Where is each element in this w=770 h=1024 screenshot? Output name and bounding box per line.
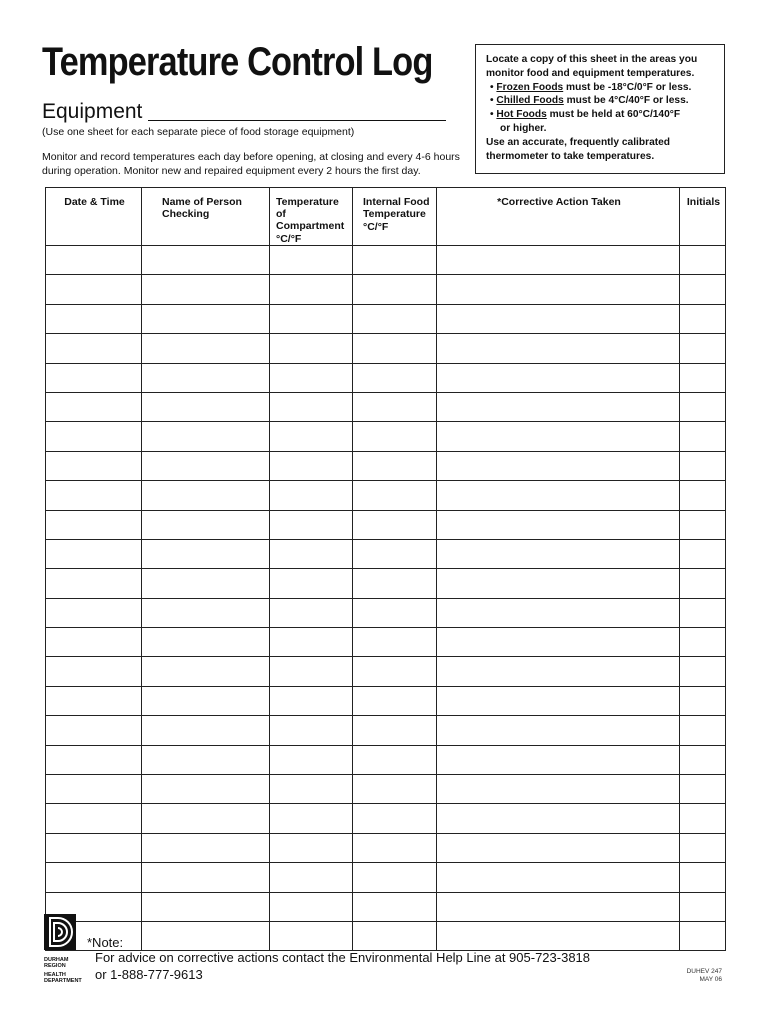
log-cell[interactable] (46, 451, 142, 480)
log-cell[interactable] (142, 804, 270, 833)
chilled-label: Chilled Foods (496, 95, 564, 107)
log-cell[interactable] (270, 657, 353, 686)
table-row (46, 892, 726, 921)
log-cell[interactable] (353, 804, 437, 833)
log-cell[interactable] (270, 892, 353, 921)
log-cell[interactable] (680, 392, 726, 421)
log-cell[interactable] (142, 863, 270, 892)
log-cell[interactable] (680, 745, 726, 774)
table-row (46, 716, 726, 745)
log-cell[interactable] (680, 539, 726, 568)
log-cell[interactable] (46, 275, 142, 304)
log-cell[interactable] (270, 921, 353, 950)
log-cell[interactable] (437, 363, 680, 392)
log-cell[interactable] (46, 363, 142, 392)
log-cell[interactable] (353, 481, 437, 510)
log-cell[interactable] (680, 510, 726, 539)
log-cell[interactable] (270, 422, 353, 451)
log-cell[interactable] (680, 363, 726, 392)
log-cell[interactable] (142, 716, 270, 745)
log-cell[interactable] (353, 363, 437, 392)
table-row (46, 246, 726, 275)
log-cell[interactable] (142, 539, 270, 568)
log-cell[interactable] (437, 716, 680, 745)
log-cell[interactable] (680, 804, 726, 833)
log-cell[interactable] (270, 481, 353, 510)
thermometer-note: Use an accurate, frequently calibrated thermometer to take temperatures. (486, 136, 671, 162)
log-cell[interactable] (353, 833, 437, 862)
hot-rule (486, 108, 716, 122)
log-cell[interactable] (353, 716, 437, 745)
log-cell[interactable] (353, 304, 437, 333)
log-cell[interactable] (270, 246, 353, 275)
log-cell[interactable] (46, 392, 142, 421)
page-title: Temperature Control Log (42, 40, 433, 84)
monitor-instructions: Monitor and record temperatures each day before opening, at closing and every 4-6 hours during operation. Monitor new and repaired equipment every 2 hours the first day. (42, 151, 460, 177)
log-cell[interactable] (270, 510, 353, 539)
log-cell[interactable] (270, 833, 353, 862)
table-row (46, 598, 726, 627)
form-code-number: DUHEV 247 (686, 968, 722, 975)
log-cell[interactable] (680, 686, 726, 715)
log-cell[interactable] (353, 921, 437, 950)
log-cell[interactable] (680, 657, 726, 686)
bullet: • (490, 109, 494, 121)
log-cell[interactable] (437, 804, 680, 833)
log-cell[interactable] (270, 598, 353, 627)
log-cell[interactable] (142, 745, 270, 774)
use-note: (Use one sheet for each separate piece of food storage equipment) (42, 126, 355, 138)
chilled-rest: must be 4°C/40°F or less. (563, 95, 689, 107)
log-cell[interactable] (142, 657, 270, 686)
log-cell[interactable] (142, 304, 270, 333)
log-cell[interactable] (353, 598, 437, 627)
log-cell[interactable] (46, 422, 142, 451)
col-header-initials: Initials (680, 188, 726, 246)
log-cell[interactable] (437, 275, 680, 304)
log-cell[interactable] (46, 657, 142, 686)
log-cell[interactable] (437, 921, 680, 950)
table-row (46, 863, 726, 892)
note-line2: or 1-888-777-9613 (95, 966, 203, 982)
log-cell[interactable] (142, 775, 270, 804)
infobox-intro: Locate a copy of this sheet in the areas you monitor food and equipment temperatures. (486, 54, 698, 79)
log-cell[interactable] (270, 363, 353, 392)
log-cell[interactable] (142, 363, 270, 392)
log-cell[interactable] (680, 892, 726, 921)
log-cell[interactable] (353, 863, 437, 892)
table-row (46, 569, 726, 598)
log-cell[interactable] (437, 775, 680, 804)
col-compartment-unit: °C/°F (276, 233, 302, 245)
log-cell[interactable] (142, 833, 270, 862)
log-cell[interactable] (270, 304, 353, 333)
logo-line4: DEPARTMENT (44, 978, 82, 984)
frozen-rest: must be -18°C/0°F or less. (563, 81, 692, 93)
note-line1: For advice on corrective actions contact the Environmental Help Line at 905-723-3818 (95, 950, 591, 965)
log-cell[interactable] (142, 481, 270, 510)
durham-logo-icon (44, 914, 76, 950)
log-cell[interactable] (353, 539, 437, 568)
log-cell[interactable] (437, 334, 680, 363)
log-cell[interactable] (142, 275, 270, 304)
equipment-field-line[interactable] (148, 120, 446, 121)
log-cell[interactable] (142, 628, 270, 657)
form-code-date: MAY 06 (699, 976, 722, 983)
log-cell[interactable] (46, 863, 142, 892)
bullet: • (490, 81, 494, 93)
table-row (46, 686, 726, 715)
log-cell[interactable] (270, 804, 353, 833)
log-cell[interactable] (46, 539, 142, 568)
logo-line1: DURHAM (44, 957, 69, 963)
table-row (46, 775, 726, 804)
table-row (46, 422, 726, 451)
table-row (46, 628, 726, 657)
log-cell[interactable] (680, 716, 726, 745)
log-cell[interactable] (437, 510, 680, 539)
log-cell[interactable] (437, 833, 680, 862)
log-cell[interactable] (353, 275, 437, 304)
log-cell[interactable] (142, 334, 270, 363)
durham-region-logo (44, 914, 82, 984)
table-row (46, 745, 726, 774)
log-cell[interactable] (270, 569, 353, 598)
temperature-log-table (45, 187, 726, 951)
table-row (46, 304, 726, 333)
log-cell[interactable] (46, 628, 142, 657)
form-code (680, 968, 722, 984)
table-header-row (46, 188, 726, 246)
bullet: • (490, 95, 494, 107)
log-cell[interactable] (437, 892, 680, 921)
instructions-box (475, 44, 725, 174)
log-cell[interactable] (680, 775, 726, 804)
log-cell[interactable] (353, 334, 437, 363)
log-cell[interactable] (437, 539, 680, 568)
col-internal-unit: °C/°F (363, 221, 389, 233)
log-cell[interactable] (437, 246, 680, 275)
log-cell[interactable] (46, 804, 142, 833)
log-cell[interactable] (142, 892, 270, 921)
log-cell[interactable] (437, 628, 680, 657)
log-cell[interactable] (270, 392, 353, 421)
log-cell[interactable] (270, 745, 353, 774)
log-cell[interactable] (437, 863, 680, 892)
log-cell[interactable] (46, 304, 142, 333)
note-text (95, 950, 590, 983)
log-cell[interactable] (270, 539, 353, 568)
log-cell[interactable] (680, 422, 726, 451)
log-cell[interactable] (680, 246, 726, 275)
frozen-rule (486, 81, 716, 95)
log-cell[interactable] (142, 422, 270, 451)
logo-line2: REGION (44, 963, 66, 969)
log-cell[interactable] (270, 863, 353, 892)
log-cell[interactable] (46, 598, 142, 627)
log-cell[interactable] (680, 451, 726, 480)
log-cell[interactable] (142, 246, 270, 275)
table-row (46, 804, 726, 833)
col-header-action: *Corrective Action Taken (437, 188, 680, 246)
log-cell[interactable] (437, 304, 680, 333)
log-cell[interactable] (46, 246, 142, 275)
log-cell[interactable] (270, 275, 353, 304)
log-cell[interactable] (353, 569, 437, 598)
log-cell[interactable] (680, 863, 726, 892)
log-cell[interactable] (353, 686, 437, 715)
log-cell[interactable] (46, 745, 142, 774)
log-cell[interactable] (142, 451, 270, 480)
table-row (46, 334, 726, 363)
log-cell[interactable] (46, 481, 142, 510)
log-cell[interactable] (437, 422, 680, 451)
log-cell[interactable] (353, 246, 437, 275)
log-cell[interactable] (680, 569, 726, 598)
log-cell[interactable] (437, 481, 680, 510)
log-cell[interactable] (353, 775, 437, 804)
log-cell[interactable] (353, 451, 437, 480)
log-cell[interactable] (46, 569, 142, 598)
log-cell[interactable] (46, 510, 142, 539)
log-cell[interactable] (437, 569, 680, 598)
frozen-label: Frozen Foods (496, 81, 564, 93)
log-cell[interactable] (680, 628, 726, 657)
log-cell[interactable] (142, 569, 270, 598)
log-cell[interactable] (270, 716, 353, 745)
note-label: *Note: (87, 935, 124, 950)
table-row (46, 657, 726, 686)
log-cell[interactable] (353, 510, 437, 539)
log-cell[interactable] (46, 833, 142, 862)
log-cell[interactable] (680, 921, 726, 950)
table-row (46, 921, 726, 950)
log-cell[interactable] (142, 598, 270, 627)
log-cell[interactable] (437, 392, 680, 421)
col-header-compartment (270, 188, 353, 246)
log-cell[interactable] (680, 598, 726, 627)
log-cell[interactable] (437, 451, 680, 480)
log-cell[interactable] (680, 481, 726, 510)
logo-line3: HEALTH (44, 972, 66, 978)
log-cell[interactable] (353, 892, 437, 921)
log-cell[interactable] (437, 745, 680, 774)
col-header-internal (353, 188, 437, 246)
table-row (46, 539, 726, 568)
col-internal-label: Internal Food Temperature (363, 196, 430, 220)
chilled-rule (486, 94, 716, 108)
table-row (46, 833, 726, 862)
hot-rest: must be held at 60°C/140°F (546, 109, 681, 121)
hot-label: Hot Foods (496, 109, 547, 121)
log-cell[interactable] (142, 686, 270, 715)
log-cell[interactable] (353, 422, 437, 451)
log-cell[interactable] (680, 334, 726, 363)
table-row (46, 451, 726, 480)
log-cell[interactable] (142, 510, 270, 539)
hot-rule-cont: or higher. (500, 122, 547, 134)
table-row (46, 363, 726, 392)
log-cell[interactable] (680, 304, 726, 333)
log-cell[interactable] (270, 686, 353, 715)
log-cell[interactable] (680, 833, 726, 862)
log-cell[interactable] (270, 628, 353, 657)
log-cell[interactable] (46, 716, 142, 745)
col-header-date: Date & Time (46, 188, 142, 246)
log-cell[interactable] (270, 334, 353, 363)
log-cell[interactable] (437, 657, 680, 686)
col-header-person: Name of Person Checking (142, 188, 270, 246)
equipment-label: Equipment (42, 100, 143, 123)
log-cell[interactable] (353, 392, 437, 421)
log-cell[interactable] (270, 775, 353, 804)
log-cell[interactable] (353, 628, 437, 657)
table-row (46, 392, 726, 421)
table-row (46, 510, 726, 539)
table-row (46, 481, 726, 510)
log-cell[interactable] (353, 745, 437, 774)
log-cell[interactable] (437, 686, 680, 715)
log-cell[interactable] (142, 392, 270, 421)
table-row (46, 275, 726, 304)
log-cell[interactable] (437, 598, 680, 627)
log-cell[interactable] (46, 334, 142, 363)
log-cell[interactable] (270, 451, 353, 480)
col-compartment-label: Temperature of Compartment (276, 196, 345, 232)
log-cell[interactable] (142, 921, 270, 950)
log-cell[interactable] (46, 686, 142, 715)
log-cell[interactable] (46, 775, 142, 804)
log-cell[interactable] (353, 657, 437, 686)
log-cell[interactable] (680, 275, 726, 304)
